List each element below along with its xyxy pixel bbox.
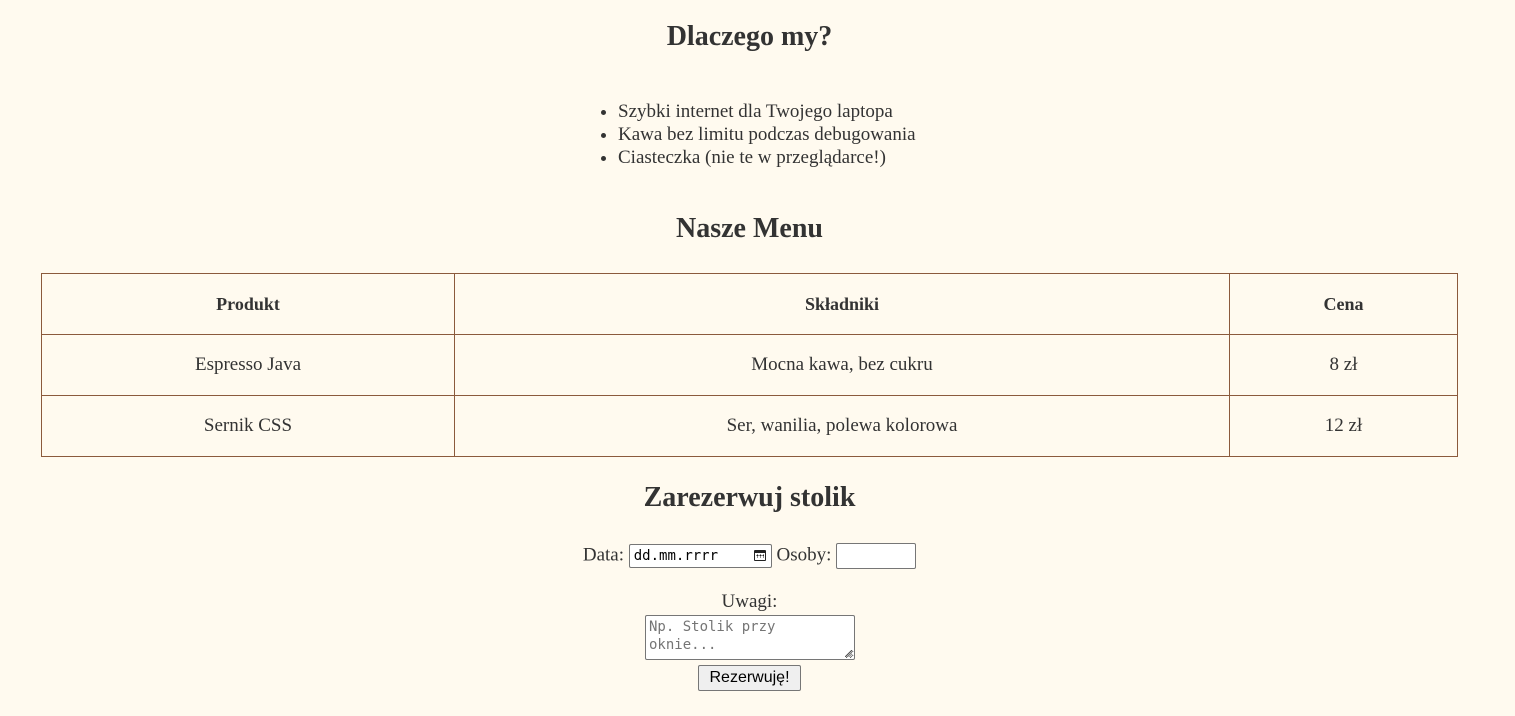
date-label: Data: xyxy=(582,544,624,566)
cell-ingredients: Ser, wanilia, polewa kolorowa xyxy=(455,396,1230,457)
table-row xyxy=(42,335,1458,396)
cell-product: Espresso Java xyxy=(42,335,455,396)
feature-item: • Kawa bez limitu podczas debugowania xyxy=(618,123,916,146)
table-header-row xyxy=(42,274,1458,335)
date-placeholder: dd.mm.rrrr xyxy=(633,547,719,564)
cell-price: 8 zł xyxy=(1230,335,1458,396)
notes-label: Uwagi: xyxy=(721,591,778,612)
people-label: Osoby: xyxy=(776,544,832,566)
reserve-button[interactable]: Rezerwuję! xyxy=(698,665,801,691)
column-header-price: Cena xyxy=(1230,274,1458,335)
notes-textarea[interactable] xyxy=(645,615,855,660)
column-header-ingredients: Składniki xyxy=(455,274,1230,335)
cell-product: Sernik CSS xyxy=(42,396,455,457)
feature-item: • Szybki internet dla Twojego laptopa xyxy=(618,100,916,123)
reservation-row xyxy=(0,541,1499,570)
feature-list xyxy=(578,100,916,169)
date-input[interactable] xyxy=(629,544,772,568)
column-header-product: Produkt xyxy=(42,274,455,335)
reservation-heading: Zarezerwuj stolik xyxy=(643,482,856,513)
cell-price: 12 zł xyxy=(1230,396,1458,457)
people-input[interactable] xyxy=(836,543,916,569)
feature-item: • Ciasteczka (nie te w przeglądarce!) xyxy=(618,146,916,169)
menu-table xyxy=(41,273,1458,457)
cell-ingredients: Mocna kawa, bez cukru xyxy=(455,335,1230,396)
calendar-icon[interactable] xyxy=(754,550,766,561)
why-us-heading: Dlaczego my? xyxy=(666,21,833,52)
resize-handle-icon[interactable] xyxy=(845,650,852,657)
notes-placeholder: Np. Stolik przy oknie... xyxy=(649,619,776,653)
menu-heading: Nasze Menu xyxy=(676,213,823,244)
table-row xyxy=(42,396,1458,457)
